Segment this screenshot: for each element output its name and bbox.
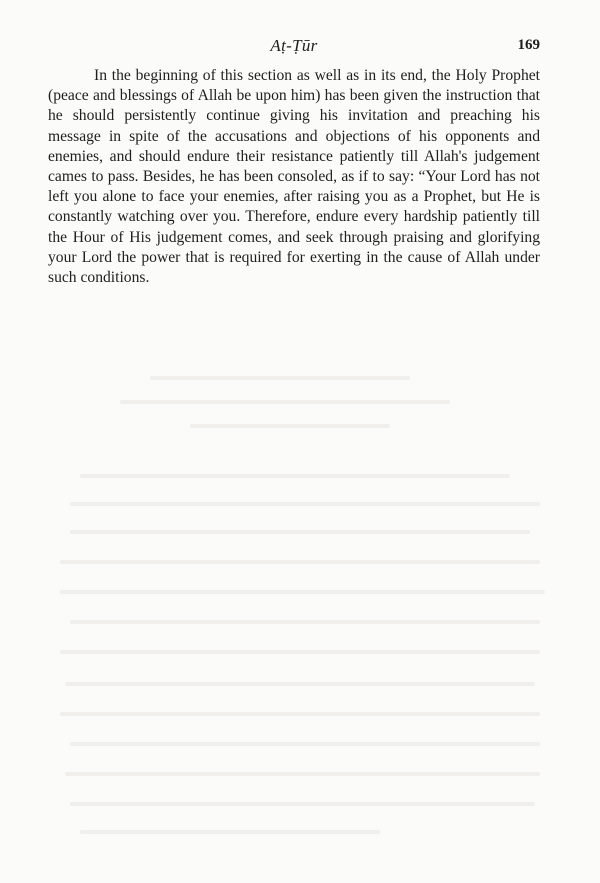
running-title: Aṭ-Ṭūr xyxy=(270,36,318,55)
body-paragraph: In the beginning of this section as well as in its end, the Holy Prophet (peace and blessings of Allah be upon him) has been given the instruction that he should persistently continue giving his invitation and preaching his message in spite of the accusations and objections of his opponents and enemies, and should endure their resistance patiently till Allah's judgement cames to pass. Besides, he has been consoled, as if to say: “Your Lord has not left you alone to face your enemies, after raising you as a Prophet, but He is constantly watching over you. Therefore, endure every hardship patiently till the Hour of His judgement comes, and seek through praising and glorifying your Lord the power that is required for exerting in the cause of Allah under such conditions. xyxy=(48,67,540,287)
bleed-through-texture xyxy=(40,370,560,850)
page-header xyxy=(48,36,540,60)
page-number: 169 xyxy=(517,37,540,53)
